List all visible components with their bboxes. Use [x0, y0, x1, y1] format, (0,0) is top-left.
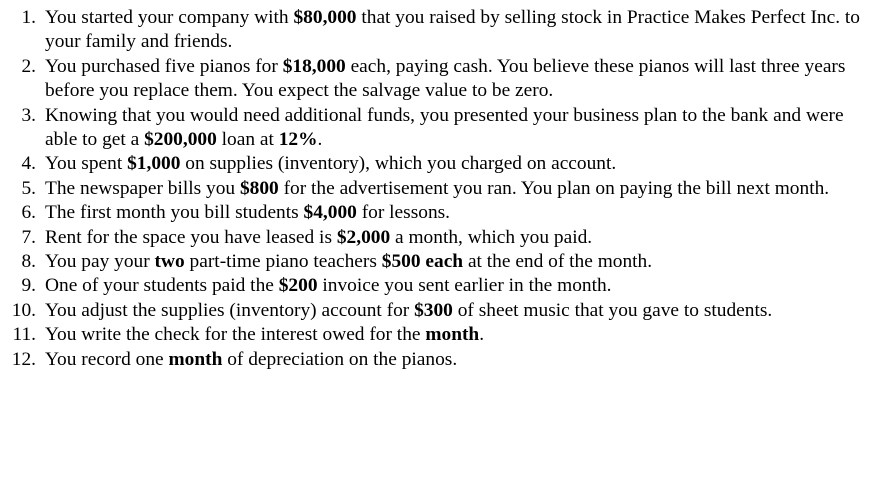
body-text: at the end of the month.: [463, 251, 653, 273]
bold-text: month: [168, 348, 223, 370]
body-text: You pay your: [45, 251, 155, 273]
numbered-list: [0, 6, 871, 372]
list-item-number: 7.: [21, 226, 36, 248]
body-text: of depreciation on the pianos.: [222, 348, 458, 370]
bold-text: $1,000: [127, 153, 181, 175]
body-text: Knowing that you would need additional funds, you presented your business plan to the bank and were able to get a: [45, 104, 844, 151]
body-text: You write the check for the interest owed for the: [45, 324, 426, 346]
list-item-number: 9.: [21, 275, 36, 297]
body-text: of sheet music that you gave to students.: [452, 299, 773, 321]
bold-text: $80,000: [293, 7, 357, 28]
body-text: One of your students paid the: [45, 275, 279, 297]
body-text: Rent for the space you have leased is: [45, 226, 337, 248]
bold-text: $18,000: [282, 55, 346, 77]
list-item: [0, 152, 871, 176]
bold-text: two: [154, 251, 185, 273]
list-item-number: 3.: [21, 104, 36, 126]
bold-text: $300: [414, 299, 453, 321]
body-text: invoice you sent earlier in the month.: [317, 275, 612, 297]
list-item: [0, 104, 871, 153]
bold-text: 12%: [278, 129, 318, 151]
list-item-number: 5.: [21, 177, 36, 199]
body-text: .: [317, 129, 323, 151]
list-item-number: 10.: [11, 299, 36, 321]
body-text: loan at: [216, 129, 279, 151]
list-item: [0, 299, 871, 323]
body-text: for the advertisement you ran. You plan on paying the bill next month.: [278, 177, 830, 199]
body-text: You spent: [45, 153, 128, 175]
body-text: that you raised by selling stock in Practice Makes Perfect Inc. to your family and friends.: [45, 7, 860, 53]
bold-text: $2,000: [336, 226, 391, 248]
body-text: for lessons.: [356, 202, 451, 224]
body-text: You purchased five pianos for: [45, 55, 283, 77]
bold-text: month: [425, 324, 480, 346]
body-text: each, paying cash. You believe these pianos will last three years before you replace them. You expect the salvage value to be zero.: [45, 55, 846, 102]
body-text: a month, which you paid.: [390, 226, 593, 248]
list-item: [0, 177, 871, 201]
list-item: [0, 323, 871, 347]
bold-text: $200,000: [144, 129, 217, 151]
list-item-number: 11.: [12, 324, 36, 346]
list-item-number: 6.: [21, 202, 36, 224]
list-item: [0, 226, 871, 250]
list-item-number: 12.: [11, 348, 36, 370]
list-item: [0, 6, 871, 55]
bold-text: $500 each: [381, 251, 464, 273]
body-text: You started your company with: [45, 7, 294, 28]
list-item: [0, 250, 871, 274]
list-item-number: 8.: [21, 251, 36, 273]
bold-text: $800: [239, 177, 279, 199]
list-item: [0, 348, 871, 372]
list-item: [0, 201, 871, 225]
list-item-number: 2.: [21, 55, 36, 77]
list-item: [0, 274, 871, 298]
body-text: The first month you bill students: [45, 202, 304, 224]
list-item-number: 1.: [21, 7, 36, 28]
bold-text: $4,000: [303, 202, 357, 224]
body-text: on supplies (inventory), which you charged on account.: [180, 153, 617, 175]
body-text: You adjust the supplies (inventory) account for: [45, 299, 415, 321]
list-item: [0, 55, 871, 104]
list-item-number: 4.: [21, 153, 36, 175]
body-text: The newspaper bills you: [45, 177, 240, 199]
body-text: part-time piano teachers: [184, 251, 382, 273]
body-text: You record one: [45, 348, 169, 370]
bold-text: $200: [278, 275, 318, 297]
body-text: .: [479, 324, 485, 346]
